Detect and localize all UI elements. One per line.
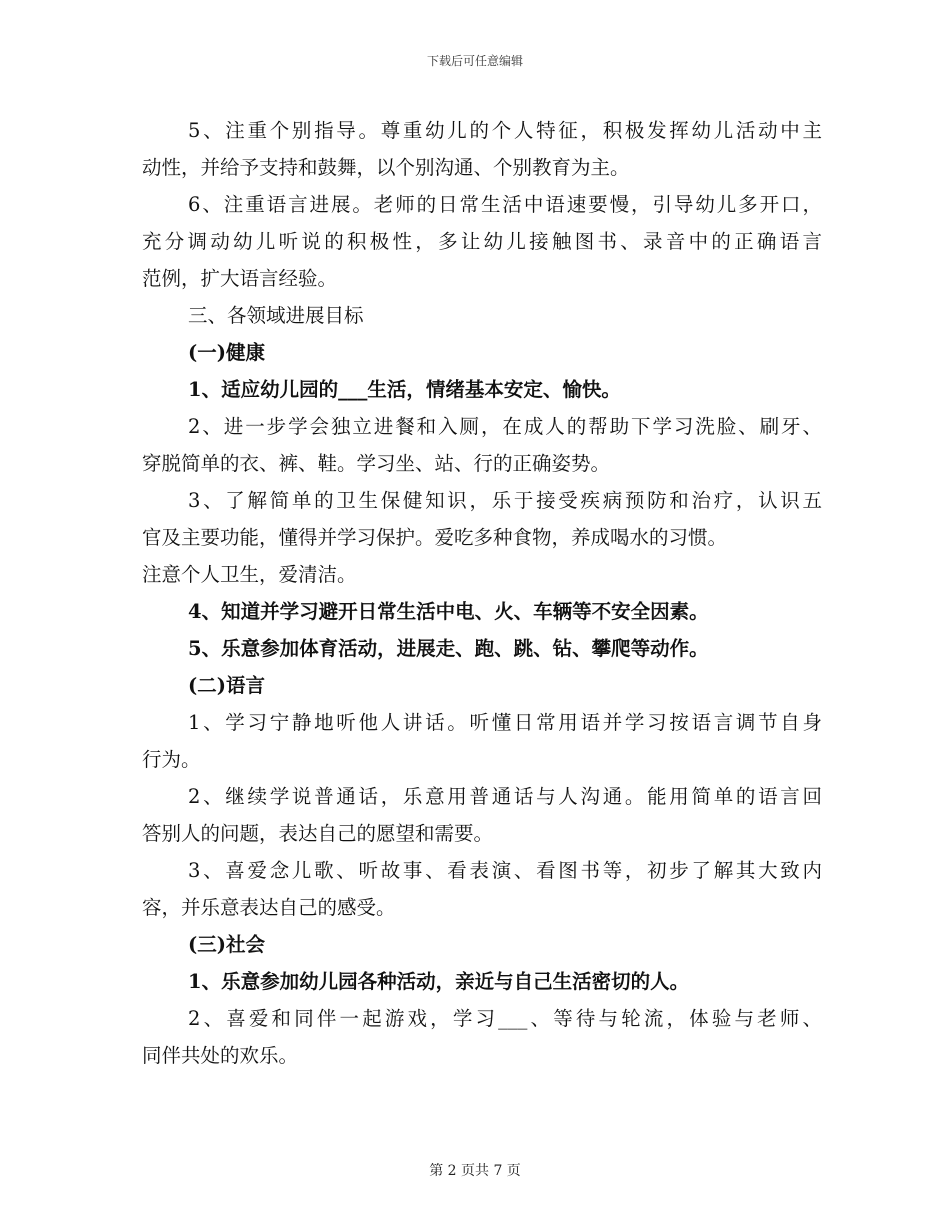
text-line: 注意个人卫生，爱清洁。 (142, 563, 357, 586)
text-line: (二)语言 (188, 674, 265, 697)
text-line: 行为。 (142, 748, 201, 771)
text-line: 三、各领域进展目标 (188, 304, 364, 327)
text-line: 动性，并给予支持和鼓舞，以个别沟通、个别教育为主。 (142, 156, 630, 179)
text-line: 容，并乐意表达自己的感受。 (142, 896, 396, 919)
text-line: 2、喜爱和同伴一起游戏，学习___、等待与轮流，体验与老师、 (188, 1007, 822, 1030)
text-line: (三)社会 (188, 933, 265, 956)
text-line: 答别人的问题，表达自己的愿望和需要。 (142, 822, 494, 845)
text-line: 3、喜爱念儿歌、听故事、看表演、看图书等，初步了解其大致内 (188, 859, 822, 882)
text-line: 3、了解简单的卫生保健知识，乐于接受疾病预防和治疗，认识五 (188, 489, 822, 512)
text-line: 2、进一步学会独立进餐和入厕，在成人的帮助下学习洗脸、刷牙、 (188, 415, 822, 438)
text-line: 1、适应幼儿园的___生活，情绪基本安定、愉快。 (188, 378, 621, 401)
text-line: 充分调动幼儿听说的积极性，多让幼儿接触图书、录音中的正确语言 (142, 230, 822, 253)
text-line: 4、知道并学习避开日常生活中电、火、车辆等不安全因素。 (188, 600, 709, 623)
text-line: 1、乐意参加幼儿园各种活动，亲近与自己生活密切的人。 (188, 970, 690, 993)
text-line: (一)健康 (188, 341, 265, 364)
text-line: 范例，扩大语言经验。 (142, 267, 338, 290)
page-header: 下载后可任意编辑 (426, 54, 523, 68)
text-line: 2、继续学说普通话，乐意用普通话与人沟通。能用简单的语言回 (188, 785, 822, 808)
text-line: 官及主要功能，懂得并学习保护。爱吃多种食物，养成喝水的习惯。 (142, 526, 728, 549)
text-line: 穿脱简单的衣、裤、鞋。学习坐、站、行的正确姿势。 (142, 452, 611, 475)
text-line: 6、注重语言进展。老师的日常生活中语速要慢，引导幼儿多开口， (188, 193, 822, 216)
text-line: 1、学习宁静地听他人讲话。听懂日常用语并学习按语言调节自身 (188, 711, 822, 734)
text-line: 5、乐意参加体育活动，进展走、跑、跳、钻、攀爬等动作。 (188, 637, 709, 660)
text-line: 5、注重个别指导。尊重幼儿的个人特征，积极发挥幼儿活动中主 (188, 119, 822, 142)
document-body (142, 112, 822, 1074)
text-line: 同伴共处的欢乐。 (142, 1044, 299, 1067)
page-footer: 第 2 页共 7 页 (429, 1163, 521, 1179)
